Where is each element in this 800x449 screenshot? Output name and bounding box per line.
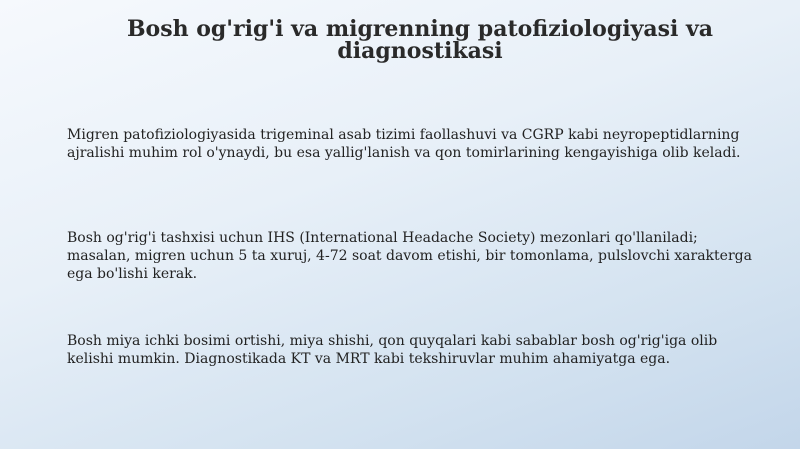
paragraph-diagnosis-criteria: Bosh og'rig'i tashxisi uchun IHS (International Headache Society) mezonlari qo'llaniladi; masalan, migren uchun 5 ta xuruj, 4-72 soat davom etishi, bir tomonlama, pulslovchi xarakterga ega bo'lishi kerak. [67,230,752,282]
paragraph-secondary-causes: Bosh miya ichki bosimi ortishi, miya shishi, qon quyqalari kabi sabablar bosh og'rig'iga olib kelishi mumkin. Diagnostikada KT va MRT kabi tekshiruvlar muhim ahamiyatga ega. [67,333,718,367]
slide-title: Bosh og'rig'i va migrenning patofiziologiyasi va diagnostikasi [126,16,714,64]
paragraph-pathophysiology: Migren patofiziologiyasida trigeminal asab tizimi faollashuvi va CGRP kabi neyropeptidlarning ajralishi muhim rol o'ynaydi, bu esa yallig'lanish va qon tomirlarining kengayishiga olib keladi. [67,127,741,161]
